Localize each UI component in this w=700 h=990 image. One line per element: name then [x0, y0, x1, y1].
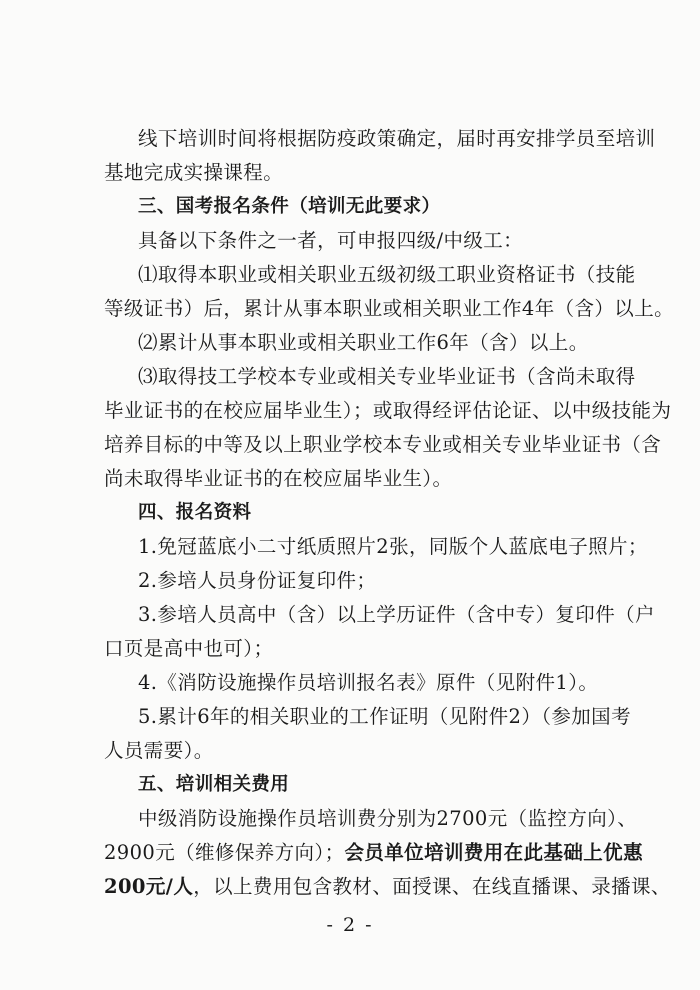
bold-text-run: 200元/人	[104, 875, 194, 898]
list-item: 5.累计6年的相关职业的工作证明（见附件2）（参加国考	[138, 705, 631, 728]
paragraph-line: 尚未取得毕业证书的在校应届毕业生）。	[104, 467, 453, 490]
section-heading-4: 四、报名资料	[138, 502, 252, 523]
text-run: ，以上费用包含教材、面授课、在线直播课、录播课、	[193, 875, 671, 898]
list-item: 3.参培人员高中（含）以上学历证件（含中专）复印件（户	[138, 603, 655, 626]
paragraph-line	[104, 870, 671, 904]
paragraph-line	[104, 836, 643, 870]
paragraph-line: 线下培训时间将根据防疫政策确定，届时再安排学员至培训	[138, 127, 656, 150]
text-run: 2900元（维修保养方向）；	[104, 841, 345, 864]
paragraph-line: ⑴取得本职业或相关职业五级初级工职业资格证书（技能	[138, 263, 636, 286]
paragraph-line: 培养目标的中等及以上职业学校本专业或相关专业毕业证书（含	[104, 433, 662, 456]
page-number: - 2 -	[326, 914, 374, 936]
paragraph-line: 毕业证书的在校应届毕业生）；或取得经评估论证、以中级技能为	[104, 399, 672, 422]
paragraph-line: 等级证书）后，累计从事本职业或相关职业工作4年（含）以上。	[104, 297, 675, 320]
paragraph-line: 中级消防设施操作员培训费分别为2700元（监控方向）、	[138, 807, 638, 830]
list-item: 1.免冠蓝底小二寸纸质照片2张，同版个人蓝底电子照片；	[138, 535, 648, 558]
section-heading-5: 五、培训相关费用	[138, 774, 290, 795]
paragraph-line: ⑶取得技工学校本专业或相关专业毕业证书（含尚未取得	[138, 365, 636, 388]
paragraph-line: 具备以下条件之一者，可申报四级/中级工：	[138, 229, 524, 252]
list-item: 4.《消防设施操作员培训报名表》原件（见附件1）。	[138, 671, 599, 694]
paragraph-line: 基地完成实操课程。	[104, 161, 284, 184]
paragraph-line: 口页是高中也可）；	[104, 637, 274, 660]
paragraph-line: ⑵累计从事本职业或相关职业工作6年（含）以上。	[138, 331, 589, 354]
section-heading-3: 三、国考报名条件（培训无此要求）	[138, 196, 441, 217]
paragraph-line: 人员需要）。	[104, 739, 214, 762]
list-item: 2.参培人员身份证复印件；	[138, 569, 377, 592]
bold-text-run: 会员单位培训费用在此基础上优惠	[344, 841, 643, 864]
